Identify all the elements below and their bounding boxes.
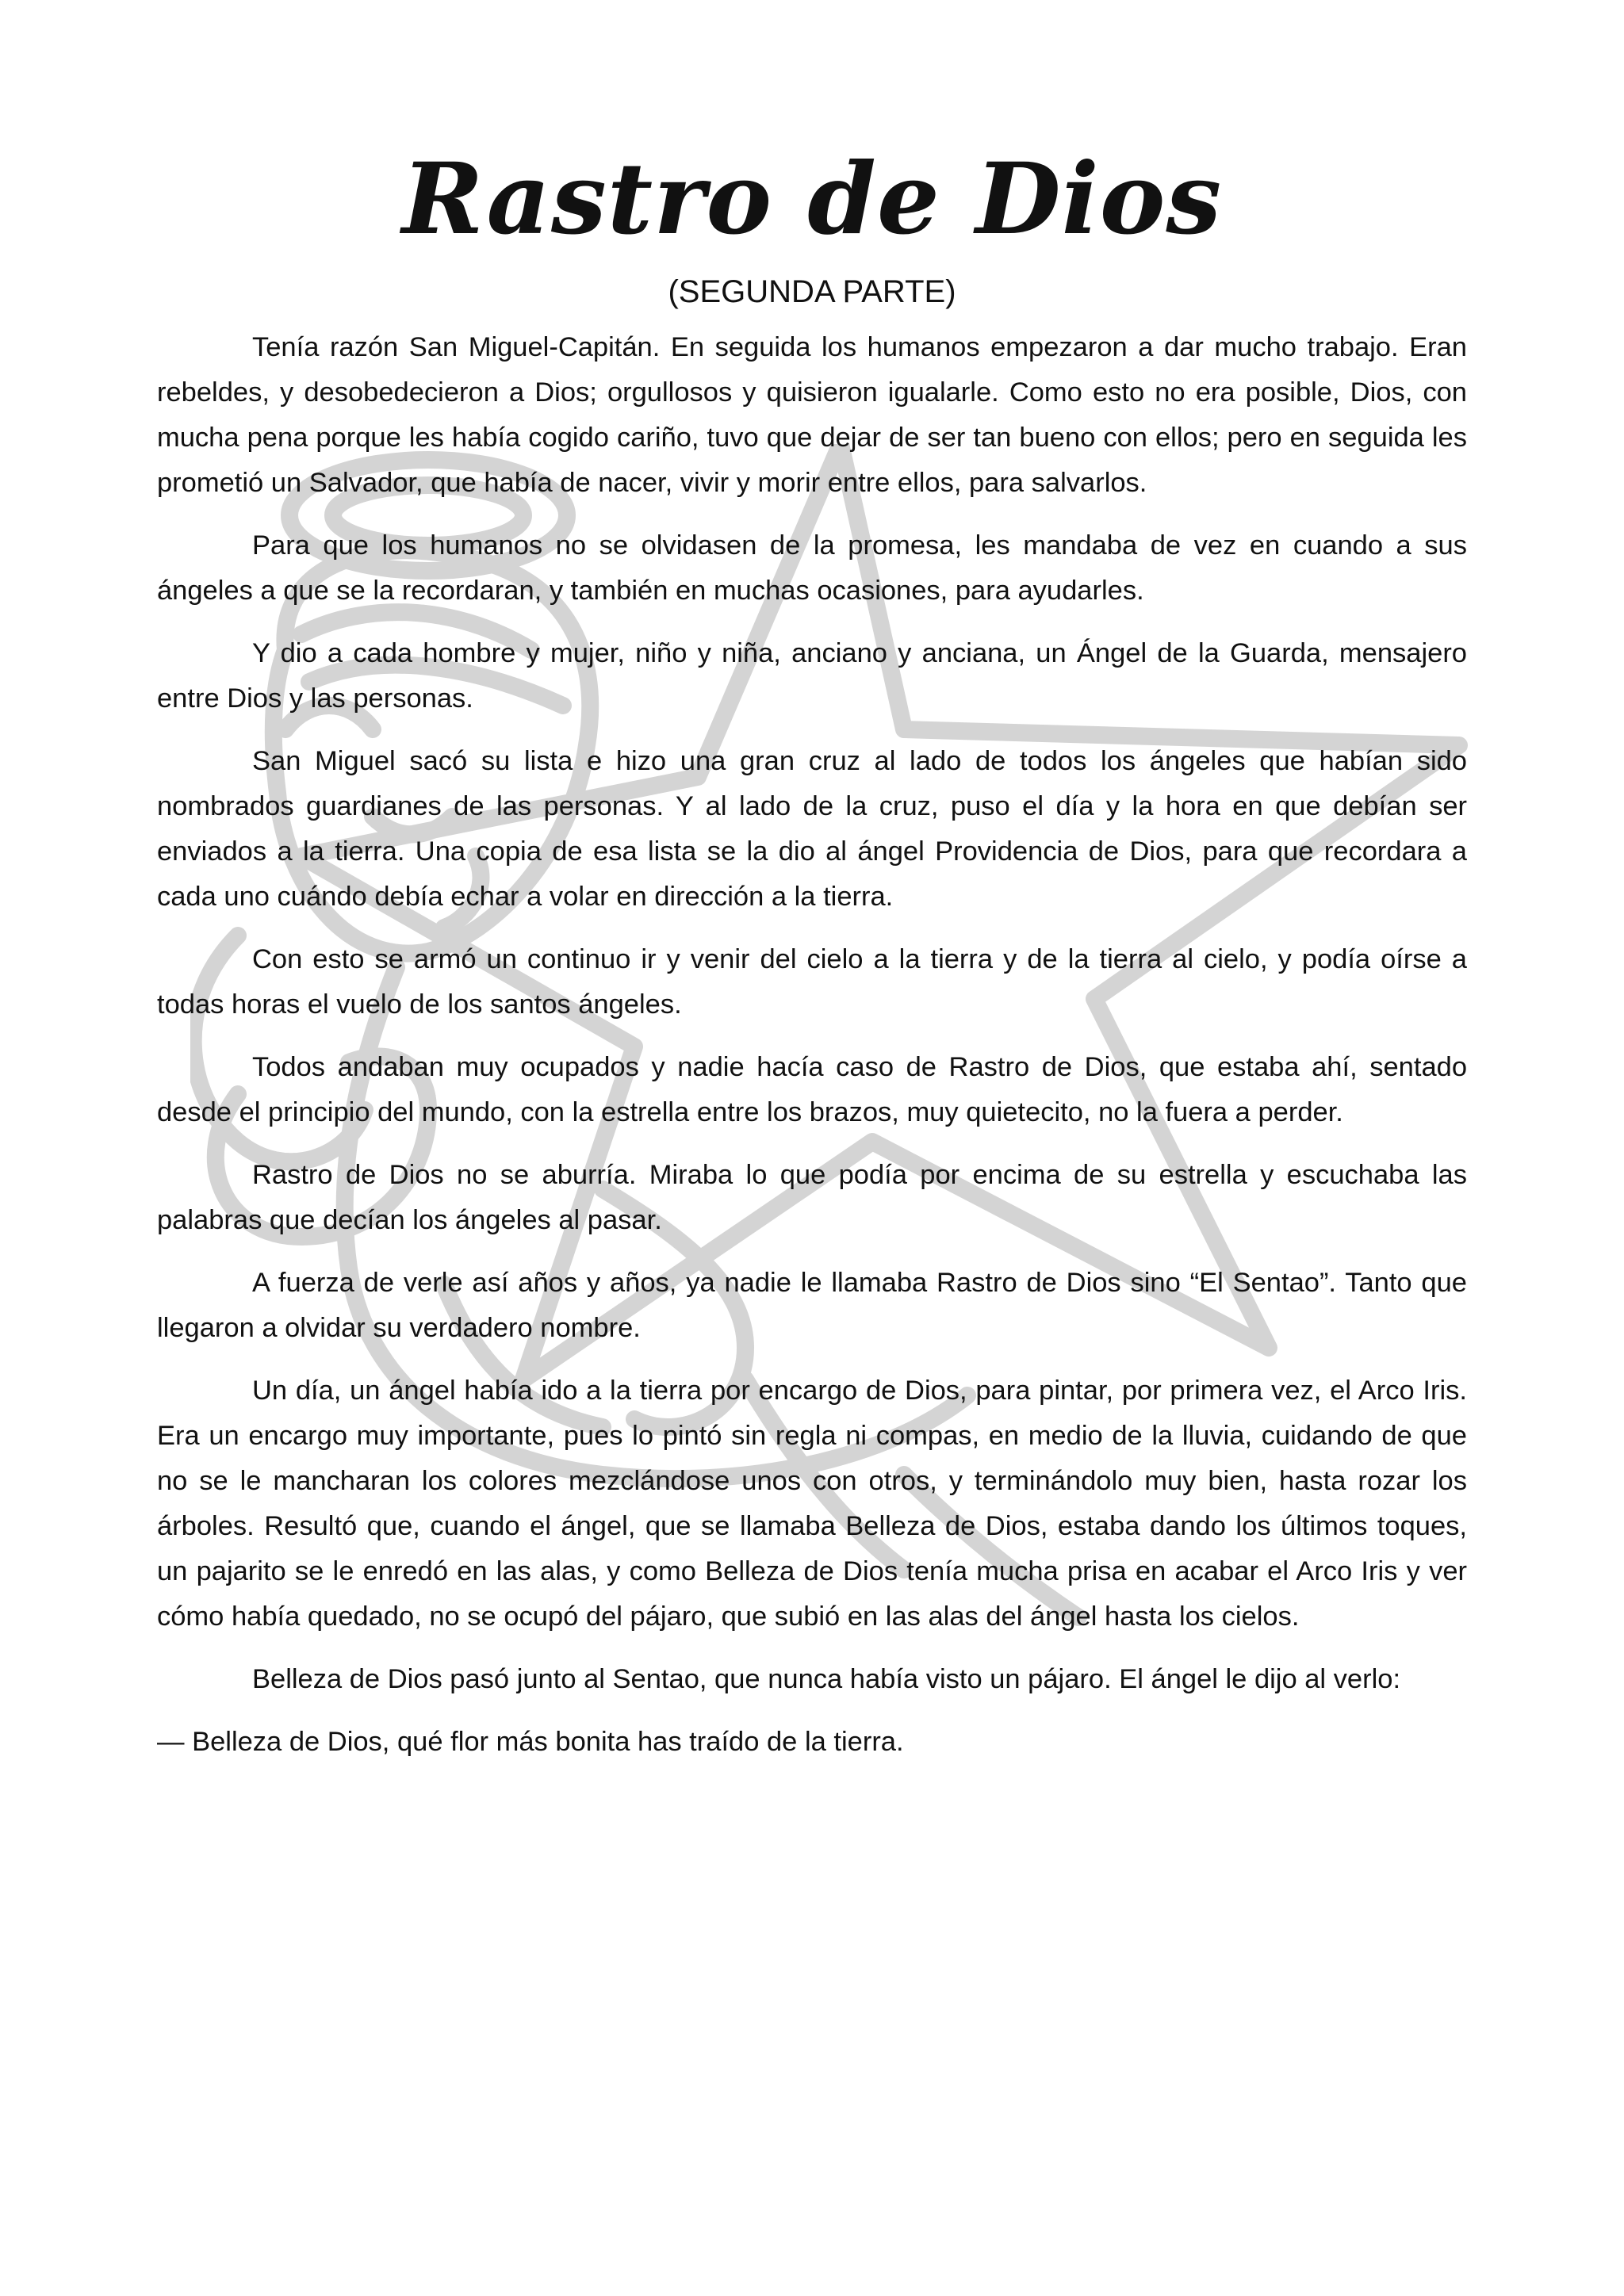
paragraph: Para que los humanos no se olvidasen de la promesa, les mandaba de vez en cuando a sus ángeles a que se la recordaran, y también en muchas ocasiones, para ayudarles.: [157, 530, 1467, 606]
dialogue-line: — Belleza de Dios, qué flor más bonita has traído de la tierra.: [157, 1727, 904, 1757]
paragraph: San Miguel sacó su lista e hizo una gran cruz al lado de todos los ángeles que habían sido nombrados guardianes de las personas. Y al lado de la cruz, puso el día y la hora en que debían ser enviados a la tierra. Una copia de esa lista se la dio al ángel Providencia de Dios, para que recordara a cada uno cuándo debía echar a volar en dirección a la tierra.: [157, 746, 1467, 912]
paragraph: Un día, un ángel había ido a la tierra por encargo de Dios, para pintar, por primera vez, el Arco Iris. Era un encargo muy importante, pues lo pintó sin regla ni compas, en medio de la lluvia, cuidando de que no se le mancharan los colores mezclándose unos con otros, y terminándolo muy bien, hasta rozar los árboles. Resultó que, cuando el ángel, que se llamaba Belleza de Dios, estaba dando los últimos toques, un pajarito se le enredó en las alas, y como Belleza de Dios tenía mucha prisa en acabar el Arco Iris y ver cómo había quedado, no se ocupó del pájaro, que subió en las alas del ángel hasta los cielos.: [157, 1376, 1467, 1632]
paragraph: A fuerza de verle así años y años, ya nadie le llamaba Rastro de Dios sino “El Sentao”. Tanto que llegaron a olvidar su verdadero nombre.: [157, 1268, 1467, 1343]
paragraph: Rastro de Dios no se aburría. Miraba lo que podía por encima de su estrella y escuchaba las palabras que decían los ángeles al pasar.: [157, 1160, 1467, 1235]
document-page: [157, 0, 1467, 1782]
paragraph: Belleza de Dios pasó junto al Sentao, que nunca había visto un pájaro. El ángel le dijo al verlo:: [252, 1664, 1401, 1694]
paragraph: Tenía razón San Miguel-Capitán. En seguida los humanos empezaron a dar mucho trabajo. Eran rebeldes, y desobedecieron a Dios; orgullosos y quisieron igualarle. Como esto no era posible, Dios, con mucha pena porque les había cogido cariño, tuvo que dejar de ser tan bueno con ellos; pero en seguida les prometió un Salvador, que había de nacer, vivir y morir entre ellos, para salvarlos.: [157, 332, 1467, 498]
title-block: [157, 0, 1467, 325]
paragraph: Con esto se armó un continuo ir y venir del cielo a la tierra y de la tierra al cielo, y podía oírse a todas horas el vuelo de los santos ángeles.: [157, 944, 1467, 1020]
paragraph: Todos andaban muy ocupados y nadie hacía caso de Rastro de Dios, que estaba ahí, sentado desde el principio del mundo, con la estrella entre los brazos, muy quietecito, no la fuera a perder.: [157, 1052, 1467, 1127]
page-subtitle: (SEGUNDA PARTE): [668, 274, 956, 309]
paragraph: Y dio a cada hombre y mujer, niño y niña, anciano y anciana, un Ángel de la Guarda, mensajero entre Dios y las personas.: [157, 638, 1467, 714]
story-body: [157, 325, 1467, 1765]
page-title: Rastro de Dios: [401, 142, 1223, 257]
